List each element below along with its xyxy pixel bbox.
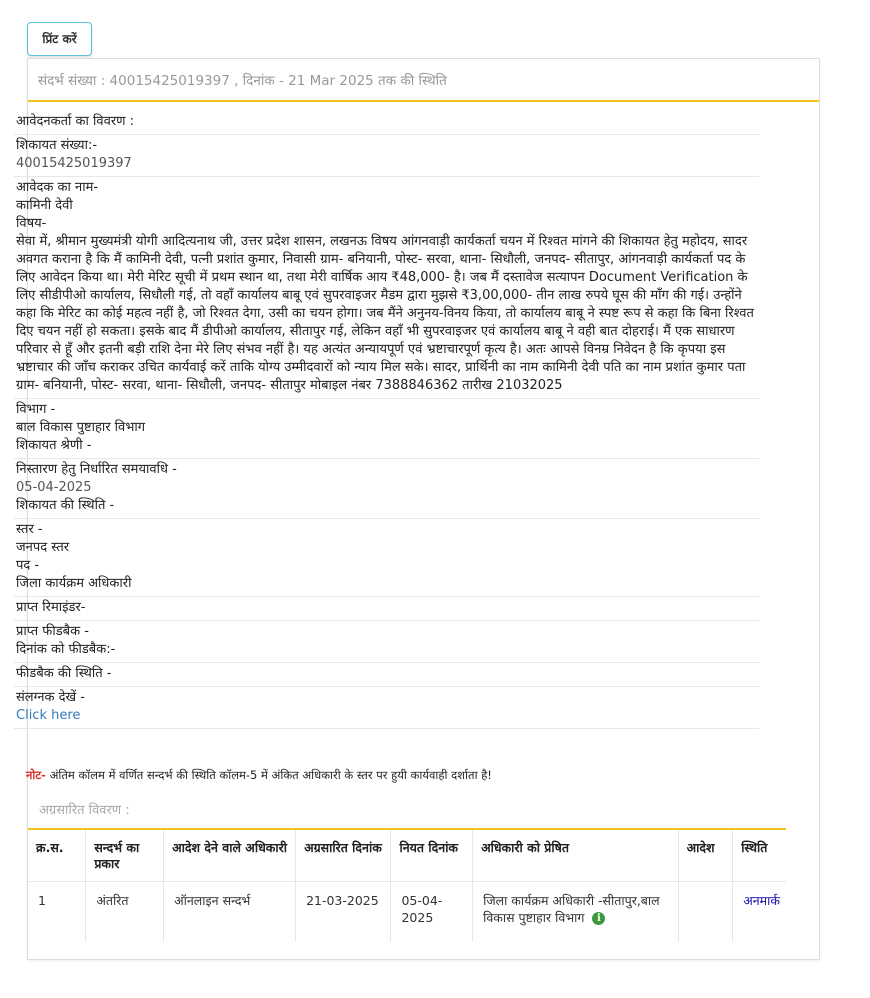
reminder-label: प्राप्त रिमाइंडर- xyxy=(16,600,86,615)
forward-details-heading: अग्रसारित विवरण : xyxy=(39,803,130,818)
col-order-header: आदेश xyxy=(678,829,733,882)
status-unmarked-link[interactable]: अनमार्क xyxy=(743,893,780,908)
level-value: जनपद स्तर xyxy=(16,540,70,555)
deadline-value: 05-04-2025 xyxy=(16,480,92,495)
cell-due-date: 05-04-2025 xyxy=(391,882,473,943)
cell-sent-to xyxy=(473,882,679,943)
department-label: विभाग - xyxy=(16,402,56,417)
attachment-row xyxy=(14,687,759,729)
cell-forward-date: 21-03-2025 xyxy=(296,882,391,943)
cell-status xyxy=(733,882,786,943)
table-row xyxy=(28,882,786,943)
panel-heading: संदर्भ संख्या : 40015425019397 , दिनांक - 21 Mar 2025 तक की स्थिति xyxy=(28,59,819,102)
feedback-status-label: फीडबैक की स्थिति - xyxy=(16,666,112,681)
subject-text: सेवा में, श्रीमान मुख्यमंत्री योगी आदित्यनाथ जी, उत्तर प्रदेश शासन, लखनऊ विषय आंगनवाड़ी कार्यकर्ता चयन में रिश्वत मांगने की शिकायत हेतु महोदय, सादर अवगत कराना है कि मैं कामिनी देवी, पत्नी प्रशांत कुमार, निवासी ग्राम- बनियानी, पोस्ट- सरवा, थाना- सिधौली, जनपद- सीतापुर, आंगनवाड़ी कार्यकर्ता पद के लिए आवेदन किया था। मेरी मेरिट सूची में प्रथम स्थान था, तथा मेरी वार्षिक आय ₹48,000- है। जब मैं दस्तावेज सत्यापन Document Verification के लिए सीडीपीओ कार्यालय, सिधौली गई, तो वहाँ कार्यालय बाबू एवं सुपरवाइजर मैडम द्वारा मुझसे ₹3,00,000- तीन लाख रुपये घूस की माँग की गई। उन्होंने कहा कि मेरिट का कोई महत्व नहीं है, जो रिश्वत देगा, उसी का चयन होगा। जब मैंने अनुनय-विनय किया, तो कार्यालय बाबू ने स्पष्ट रूप से कहा कि बिना रिश्वत दिए चयन नहीं हो सकता। इसके बाद मैं डीपीओ कार्यालय, सीतापुर गई, लेकिन वहाँ भी सुपरवाइजर एवं कार्यालय बाबू ने वही बात दोहराई। मैं एक साधारण परिवार से हूँ और इतनी बड़ी राशि देना मेरे लिए संभव नहीं है। यह अत्यंत अन्यायपूर्ण एवं भ्रष्टाचारपूर्ण कृत्य है। अतः आपसे विनम्र निवेदन है कि कृपया इस भ्रष्टाचार की जाँच कराकर उचित कार्यवाई करें ताकि योग्य उम्मीदवारों को न्याय मिल सके। सादर, प्रार्थिनी का नाम कामिनी देवी पति का नाम प्रशांत कुमार पता ग्राम- बनियानी, पोस्ट- सरवा, थाना- सिधौली, जनपद- सीतापुर मोबाइल नंबर 7388846362 तारीख 21032025 xyxy=(16,234,754,393)
department-row xyxy=(14,399,759,459)
col-ordering-officer-header: आदेश देने वाले अधिकारी xyxy=(164,829,296,882)
category-label: शिकायत श्रेणी - xyxy=(16,438,92,453)
cell-type: अंतरित xyxy=(86,882,164,943)
feedback-label: प्राप्त फीडबैक - xyxy=(16,624,89,639)
complaint-number-label: शिकायत संख्या:- xyxy=(16,138,98,153)
applicant-details-label: आवेदनकर्ता का विवरण : xyxy=(14,110,759,135)
post-value: जिला कार्यक्रम अधिकारी xyxy=(16,576,132,591)
print-button[interactable]: प्रिंट करें xyxy=(27,22,92,56)
subject-label: विषय- xyxy=(16,216,47,231)
post-label: पद - xyxy=(16,558,40,573)
feedback-row xyxy=(14,621,759,663)
col-sent-to-header: अधिकारी को प्रेषित xyxy=(473,829,679,882)
cell-ordering-officer: ऑनलाइन सन्दर्भ xyxy=(164,882,296,943)
deadline-label: निस्तारण हेतु निर्धारित समयावधि - xyxy=(16,462,177,477)
feedback-date-label: दिनांक को फीडबैक:- xyxy=(16,642,116,657)
col-type-header: सन्दर्भ का प्रकार xyxy=(86,829,164,882)
attachment-link[interactable]: Click here xyxy=(16,708,81,723)
col-serial-header: क्र.स. xyxy=(36,840,64,855)
info-icon[interactable]: i xyxy=(592,912,605,925)
cell-serial: 1 xyxy=(28,882,86,943)
col-forward-date-header: अग्रसारित दिनांक xyxy=(296,829,391,882)
level-row xyxy=(14,519,759,597)
col-due-date-header: नियत दिनांक xyxy=(391,829,473,882)
level-label: स्तर - xyxy=(16,522,43,537)
applicant-subject-row xyxy=(14,177,759,399)
table-header-row xyxy=(28,829,786,882)
attachment-label: संलग्नक देखें - xyxy=(16,690,85,705)
cell-order xyxy=(678,882,733,943)
note-prefix: नोट- xyxy=(26,768,46,782)
complaint-number-row xyxy=(14,135,759,177)
col-status-header: स्थिति xyxy=(733,829,786,882)
status-label: शिकायत की स्थिति - xyxy=(16,498,115,513)
applicant-details xyxy=(14,110,759,729)
sent-to-text: जिला कार्यक्रम अधिकारी -सीतापुर,बाल विकास पुष्टाहार विभाग xyxy=(483,893,660,925)
applicant-name-label: आवेदक का नाम- xyxy=(16,180,99,195)
note xyxy=(26,768,492,783)
reminder-row xyxy=(14,597,759,621)
feedback-status-row xyxy=(14,663,759,687)
applicant-name-value: कामिनी देवी xyxy=(16,198,73,213)
department-value: बाल विकास पुष्टाहार विभाग xyxy=(16,420,146,435)
deadline-row xyxy=(14,459,759,519)
complaint-number-value: 40015425019397 xyxy=(16,156,132,171)
forward-details-table xyxy=(28,828,786,942)
note-text: अंतिम कॉलम में वर्णित सन्दर्भ की स्थिति कॉलम-5 में अंकित अधिकारी के स्तर पर हुयी कार्यवाही दर्शाता है! xyxy=(45,768,492,782)
